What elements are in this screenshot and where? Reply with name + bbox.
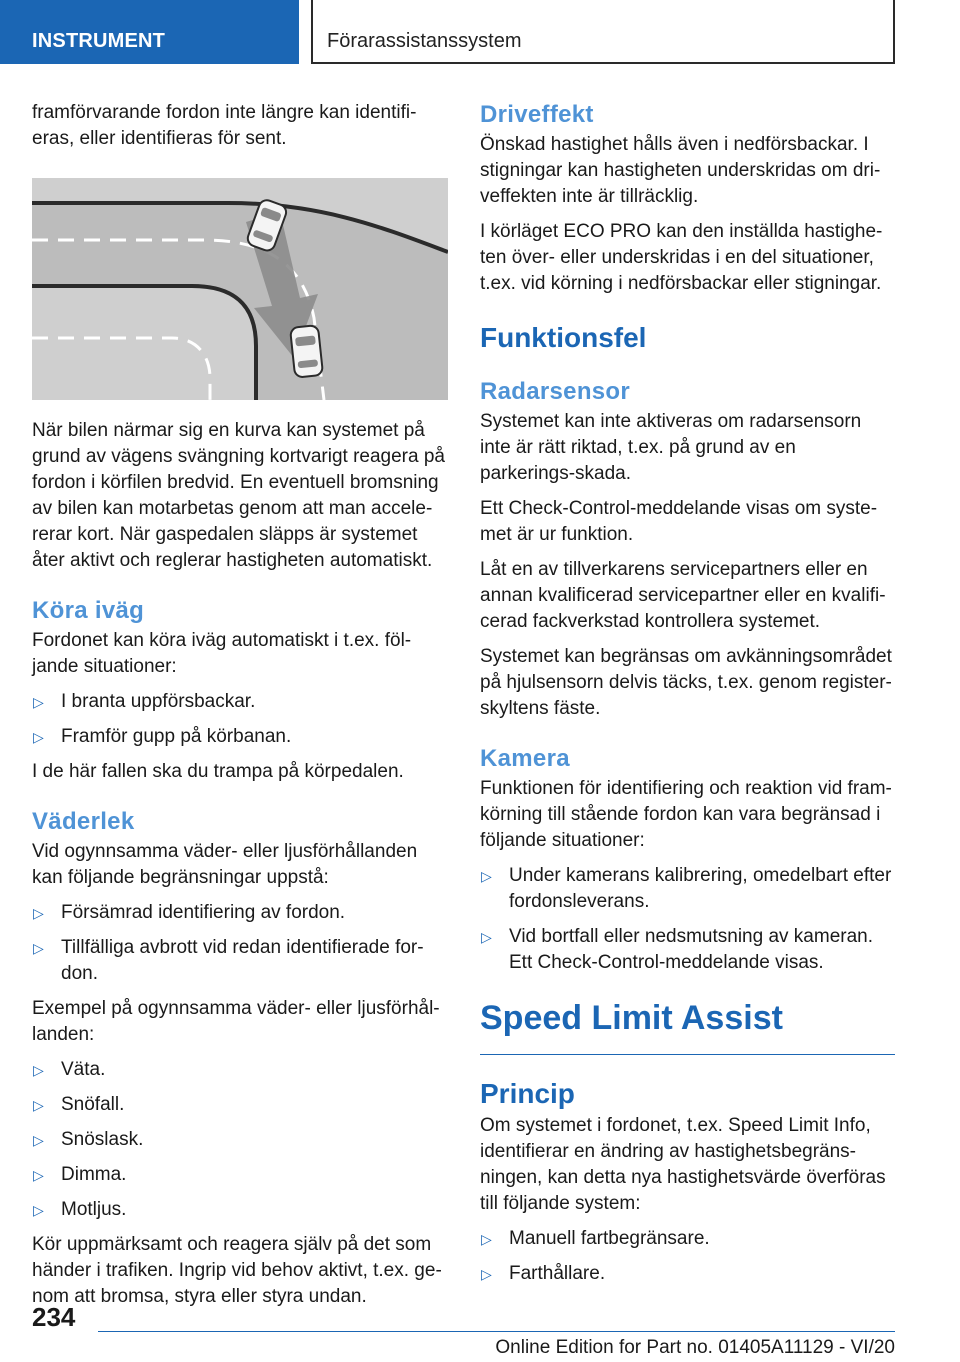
triangle-bullet-icon: ▷	[33, 905, 44, 921]
princip-list	[480, 1226, 895, 1287]
left-column	[32, 100, 450, 1319]
triangle-bullet-icon: ▷	[481, 868, 492, 884]
kamera-intro: Funktionen för identifiering och reaktion vid fram‐körning till stående fordon kan vara begränsad i följande situationer:	[480, 778, 892, 851]
heading-radarsensor: Radarsensor	[480, 378, 631, 405]
list-item: ▷ Motljus.	[32, 1197, 450, 1223]
triangle-bullet-icon: ▷	[481, 1231, 492, 1247]
heading-driveffekt: Driveffekt	[480, 101, 594, 128]
section-tab: INSTRUMENT	[0, 0, 299, 64]
curve-road-illustration	[32, 178, 448, 400]
radar-paragraph-3: Låt en av tillverkarens servicepartners eller en annan kvalificerad servicepartner eller en kvalifi‐cerad fackverkstad kontrollera systemet.	[480, 559, 886, 632]
list-item: ▷ Väta.	[32, 1057, 450, 1083]
heading-funktionsfel: Funktionsfel	[480, 322, 647, 353]
list-item: ▷ Framför gupp på körbanan.	[32, 724, 450, 750]
list-item: ▷ Tillfälliga avbrott vid redan identifierade for‐don.	[33, 937, 424, 984]
right-column	[480, 100, 895, 1296]
triangle-bullet-icon: ▷	[33, 1132, 44, 1148]
triangle-bullet-icon: ▷	[33, 694, 44, 710]
list-item: ▷ Manuell fartbegränsare.	[480, 1226, 895, 1252]
heading-vaderlek: Väderlek	[32, 808, 135, 835]
heading-princip: Princip	[480, 1078, 575, 1109]
triangle-bullet-icon: ▷	[33, 1167, 44, 1183]
heading-kamera: Kamera	[480, 745, 570, 772]
drive-paragraph-2: I körläget ECO PRO kan den inställda hastighe‐ten över- eller underskridas i en del situationer, t.ex. vid körning i nedförsbackar eller stigningar.	[480, 221, 883, 294]
section-subtitle: Förarassistanssystem	[311, 0, 895, 64]
list-item: ▷ Snöslask.	[32, 1127, 450, 1153]
list-item: ▷ Under kamerans kalibrering, omedelbart efter fordonsleverans.	[481, 865, 892, 912]
footer-edition: Online Edition for Part no. 01405A11129 - VI/20	[495, 1337, 895, 1358]
heading-speed-limit-assist: Speed Limit Assist	[480, 998, 895, 1055]
list-item: ▷ Vid bortfall eller nedsmutsning av kameran. Ett Check-Control-meddelande visas.	[481, 926, 874, 973]
list-item: ▷ Farthållare.	[480, 1261, 895, 1287]
weather-list	[32, 1057, 450, 1223]
triangle-bullet-icon: ▷	[33, 1097, 44, 1113]
list-item: ▷ Försämrad identifiering av fordon.	[32, 900, 450, 926]
page-number: 234	[32, 1302, 76, 1332]
kora-outro: I de här fallen ska du trampa på körpedalen.	[32, 761, 404, 782]
list-item: ▷ Snöfall.	[32, 1092, 450, 1118]
kamera-list	[480, 863, 895, 976]
vader-outro: Kör uppmärksamt och reagera själv på det som händer i trafiken. Ingrip vid behov aktivt, t.ex. ge‐nom att bromsa, styra eller styra undan.	[32, 1234, 442, 1307]
triangle-bullet-icon: ▷	[481, 1266, 492, 1282]
curve-paragraph: När bilen närmar sig en kurva kan systemet på grund av vägens svängning kortvarigt reagera på fordon i körfilen bredvid. En eventuell bromsning av bilen kan motarbetas genom att man accele‐rerar kort. När gaspedalen släpps är systemet åter aktivt och reglerar hastigheten automatiskt.	[32, 420, 445, 571]
triangle-bullet-icon: ▷	[33, 1202, 44, 1218]
triangle-bullet-icon: ▷	[33, 940, 44, 956]
triangle-bullet-icon: ▷	[481, 929, 492, 945]
kora-list	[32, 689, 450, 750]
vader-intro: Vid ogynnsamma väder- eller ljusförhållanden kan följande begränsningar uppstå:	[32, 841, 418, 888]
vader-examples: Exempel på ogynnsamma väder- eller ljusförhål‐landen:	[32, 998, 440, 1045]
radar-paragraph-1: Systemet kan inte aktiveras om radarsensorn inte är rätt riktad, t.ex. på grund av en parkerings‐skada.	[480, 411, 862, 484]
footer-divider	[98, 1331, 895, 1332]
heading-kora-ivag: Köra iväg	[32, 597, 145, 624]
triangle-bullet-icon: ▷	[33, 1062, 44, 1078]
list-item: ▷ I branta uppförsbackar.	[32, 689, 450, 715]
vader-list	[32, 900, 450, 987]
radar-paragraph-2: Ett Check-Control-meddelande visas om syste‐met är ur funktion.	[480, 498, 878, 545]
kora-intro: Fordonet kan köra iväg automatiskt i t.ex. föl‐jande situationer:	[32, 630, 412, 677]
radar-paragraph-4: Systemet kan begränsas om avkänningsområdet på hjulsensorn delvis täcks, t.ex. genom register‐skyltens fäste.	[480, 646, 892, 719]
princip-paragraph: Om systemet i fordonet, t.ex. Speed Limit Info, identifierar en ändring av hastighetsbegräns‐ningen, kan detta nya hastighetsvärde överföras till följande system:	[480, 1115, 886, 1214]
triangle-bullet-icon: ▷	[33, 729, 44, 745]
drive-paragraph-1: Önskad hastighet hålls även i nedförsbackar. I stigningar kan hastigheten underskridas om dri‐veffekten inte är tillräcklig.	[480, 134, 881, 207]
list-item: ▷ Dimma.	[32, 1162, 450, 1188]
own-car	[290, 325, 323, 378]
intro-paragraph: framförvarande fordon inte längre kan identifi‐eras, eller identifieras för sent.	[32, 102, 417, 149]
